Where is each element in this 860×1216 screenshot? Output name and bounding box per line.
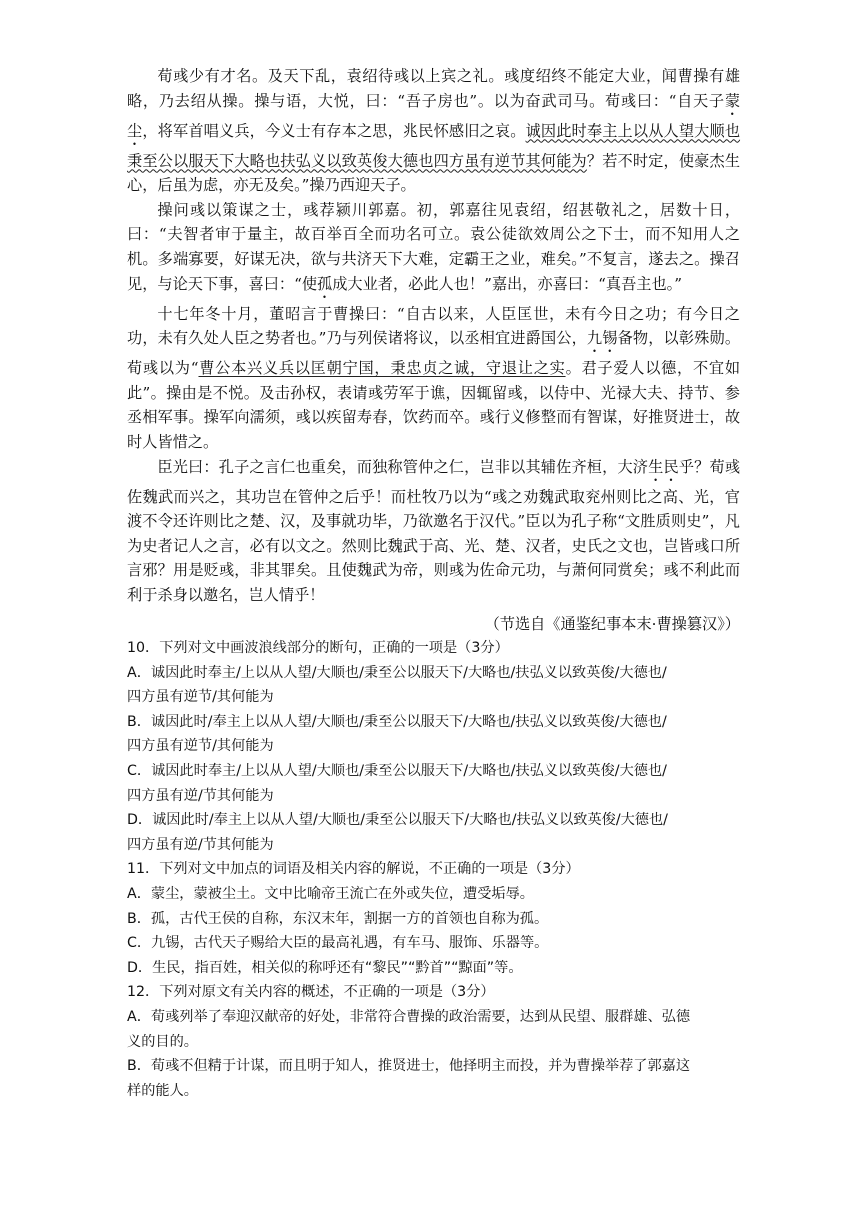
paragraph-4 — [127, 455, 740, 608]
dotted-char: 孤 — [317, 274, 333, 293]
question-line: 四方虽有逆节/其何能为 — [127, 738, 274, 755]
question-line: B．孤，古代王侯的自称，东汉末年，割据一方的首领也自称为孤。 — [127, 910, 549, 927]
dotted-char: 尘 — [127, 121, 143, 140]
question-line: 四方虽有逆节/其何能为 — [127, 689, 274, 706]
question-line: 义的目的。 — [127, 1033, 198, 1050]
question-line: 样的能人。 — [127, 1082, 198, 1099]
question-line: C．诚因此时奉主/上以从人望/大顺也/秉至公以服天下/大略也/扶弘义以致英俊/大德也/ — [127, 763, 667, 780]
underlined-text: 曹公本兴义兵以匡朝宁国，秉忠贞之诚，守退让之实 — [198, 359, 566, 378]
paragraph-1 — [127, 64, 740, 198]
dotted-char: 蒙 — [724, 91, 740, 110]
question-line: 10．下列对文中画波浪线部分的断句，正确的一项是（3分） — [127, 640, 509, 657]
question-line: A．荀彧列举了奉迎汉献帝的好处，非常符合曹操的政治需要，达到从民望、服群雄、弘德 — [127, 1009, 691, 1025]
p4-text-2: 乎？荀彧佐魏武而兴之，其功岂在管仲之后乎！而杜牧乃以为“彧之劝魏武取兖州则比之高、光，官渡不令还许则比之楚、汉，及事就功毕，乃欲邀名于汉代。”臣以为孔子称“文胜质则史”，凡为史者记人之言，必有以文之。然则比魏武于高、光、楚、汉者，史氏之文也，岂皆彧口所言邪？用是贬彧，非其罪矣。且使魏武为帝，则彧为佐命元功，与萧何同赏矣；彧不利此而利于杀身以邀名，岂人情乎！ — [127, 457, 741, 604]
p3-text-1: 十七年冬十月，董昭言于曹操曰：“自古以来，人臣匡世，未有今日之功；有今日之功，未有久处人臣之势者也。”乃与列侯诸将议，以丞相宜进爵国公， — [127, 304, 740, 348]
question-line: B．荀彧不但精于计谋，而且明于知人，推贤进士，他择明主而投，并为曹操举荐了郭嘉这 — [127, 1058, 691, 1075]
p2-text-1: 操问彧以策谋之士，彧荐颍川郭嘉。初，郭嘉往见袁绍，绍甚敬礼之，居数十日，曰：“夫智者审于量主，故百举百全而功名可立。袁公徒欲效周公之下士，而不知用人之机。多端寡要，好谋无决，欲与共济天下大难，定霸王之业，难矣。”不复言，遂去之。操召见，与论天下事，喜曰：“使 — [127, 200, 740, 293]
p1-text-1: 荀彧少有才名。及天下乱，袁绍待彧以上宾之礼。彧度绍终不能定大业，闻曹操有雄略，乃去绍从操。操与语，大悦，曰：“吾子房也”。以为奋武司马。荀彧曰：“自天子 — [127, 67, 740, 110]
p3-text-2: 备物，以彰殊勋。荀彧以为“ — [127, 329, 741, 378]
question-line: 12．下列对原文有关内容的概述，不正确的一项是（3分） — [127, 984, 495, 1001]
paragraph-2 — [127, 198, 740, 302]
question-line: D．生民，指百姓，相关似的称呼还有“黎民”“黔首”“黥面”等。 — [127, 959, 523, 976]
question-line: 四方虽有逆/节其何能为 — [127, 836, 274, 853]
wavy-underlined-text: 诚因此时奉主上以从人望大顺也秉至公以服天下大略也扶弘义以致英俊大德也四方虽有逆节其何能为 — [127, 121, 741, 170]
paragraph-3 — [127, 302, 740, 455]
p3-text-3: 。君子爱人以德，不宜如此”。操由是不悦。及击孙权，表请彧劳军于谯，因辄留彧，以侍中、光禄大夫、持节、参丞相军事。操军向濡须，彧以疾留寿春，饮药而卒。彧行义修整而有智谋，好推贤进士，故时人皆惜之。 — [127, 359, 741, 451]
question-line: 四方虽有逆/节其何能为 — [127, 787, 274, 804]
questions-section — [127, 636, 740, 1103]
dotted-char: 锡 — [602, 329, 618, 348]
question-line: C．九锡，古代天子赐给大臣的最高礼遇，有车马、服饰、乐器等。 — [127, 935, 549, 952]
question-line: B．诚因此时/奉主上以从人望/大顺也/秉至公以服天下/大略也/扶弘义以致英俊/大德也/ — [127, 713, 667, 730]
p4-text-1: 臣光曰：孔子之言仁也重矣，而独称管仲之仁，岂非以其辅佐齐桓，大济 — [157, 457, 649, 476]
question-line: 11．下列对文中加点的词语及相关内容的解说，不正确的一项是（3分） — [127, 861, 580, 878]
dotted-char: 民 — [663, 457, 679, 476]
question-line: A．蒙尘，蒙被尘土。文中比喻帝王流亡在外或失位，遭受垢辱。 — [127, 886, 534, 903]
p1-text-2: ，将军首唱义兵，今义士有存本之思，兆民怀感旧之哀。 — [142, 121, 526, 140]
dotted-char: 生 — [648, 457, 664, 476]
question-line: A．诚因此时奉主/上以从人望/大顺也/秉至公以服天下/大略也/扶弘义以致英俊/大德也/ — [127, 664, 667, 681]
p1-text-3: ？若不时定，使豪杰生心，后虽为虑，亦无及矣。”操乃西迎天子。 — [127, 151, 741, 195]
classical-passage — [127, 64, 740, 636]
question-line: D．诚因此时/奉主上以从人望/大顺也/秉至公以服天下/大略也/扶弘义以致英俊/大德也/ — [127, 812, 668, 829]
source-citation: （节选自《通鉴纪事本末·曹操篡汉》） — [484, 614, 740, 633]
dotted-char: 九 — [586, 329, 603, 348]
p2-text-2: 成大业者，必此人也！”嘉出，亦喜曰：“真吾主也。” — [332, 274, 683, 293]
